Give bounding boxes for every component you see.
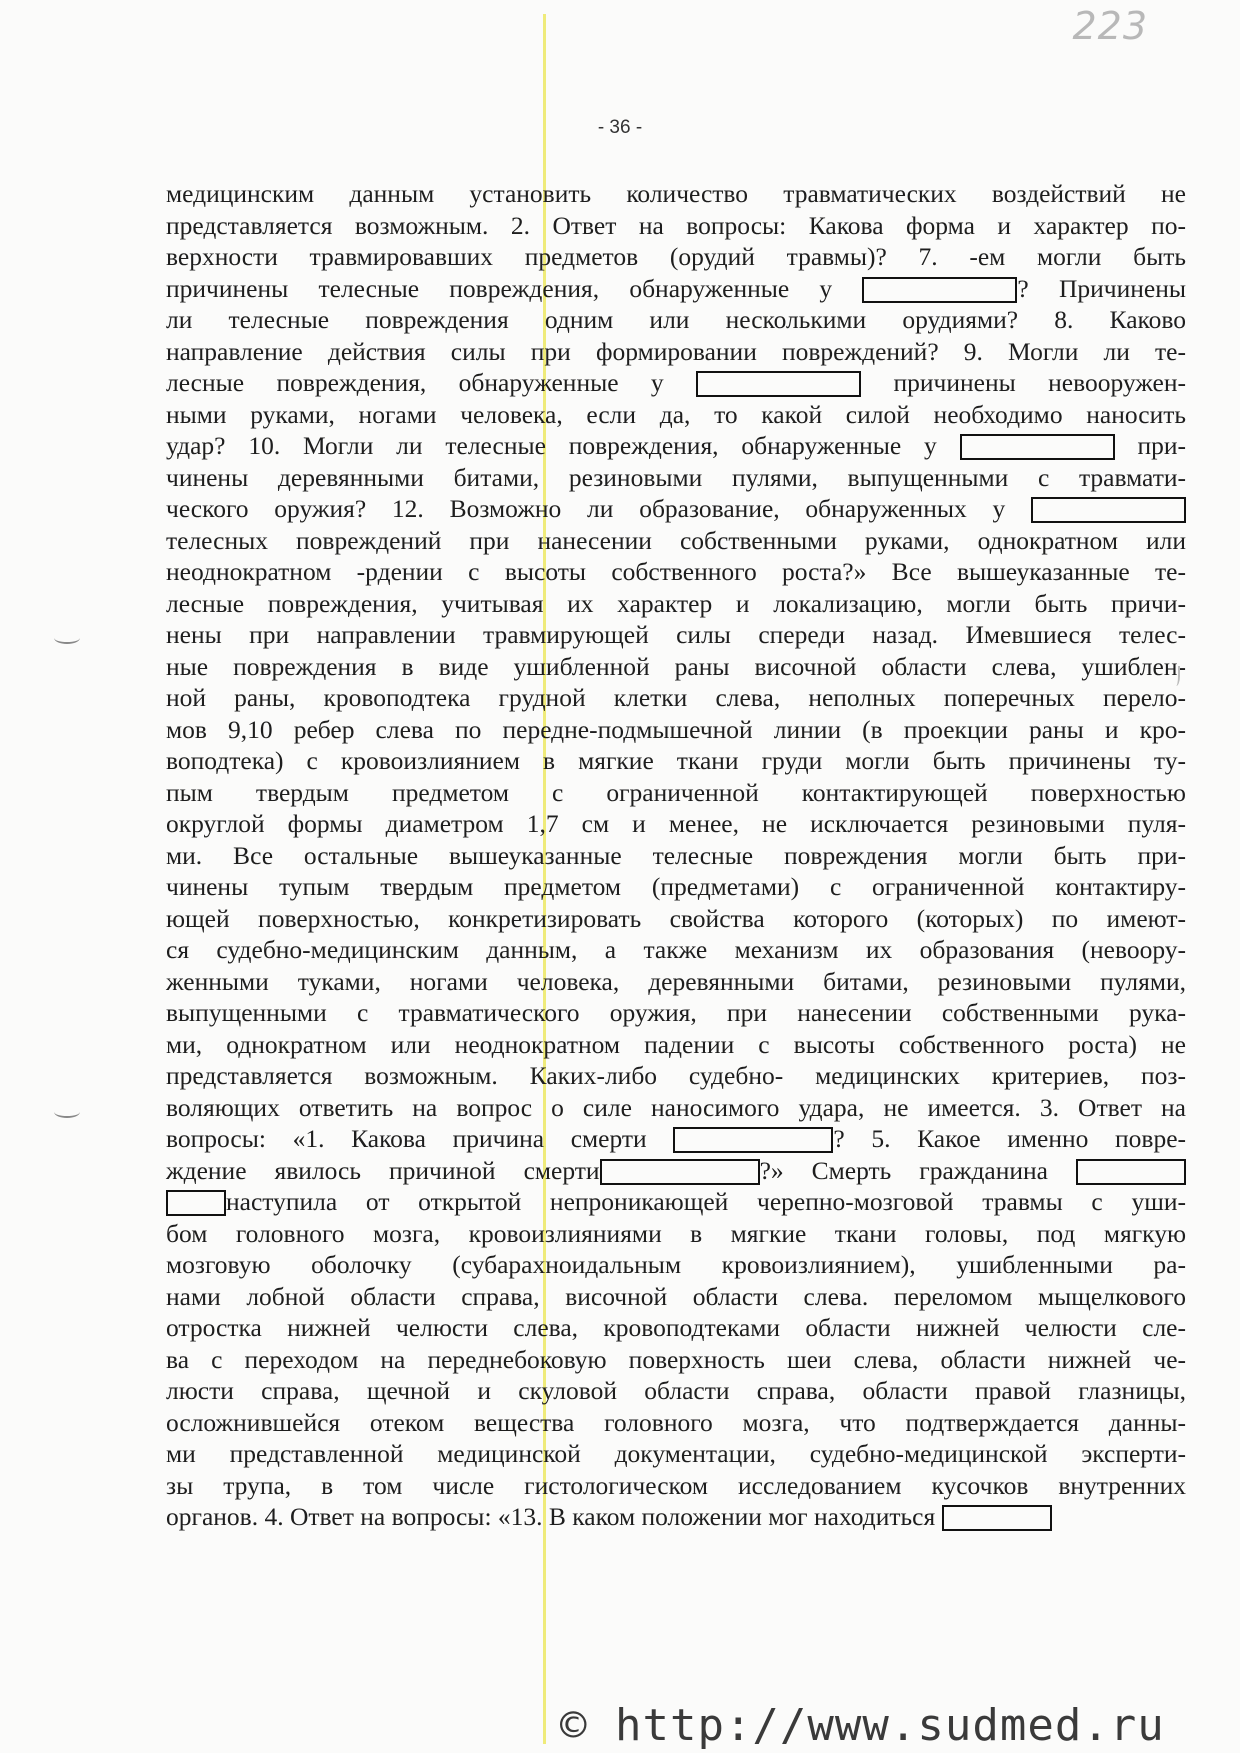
body-text	[166, 178, 1186, 1533]
text-line: воляющих ответить на вопрос о силе наносимого удара, не имеется. 3. Ответ на	[166, 1092, 1186, 1122]
page-number: - 36 -	[597, 117, 643, 138]
redaction-box	[960, 434, 1115, 460]
text-line: ли телесные повреждения одним или несколькими орудиями? 8. Каково	[166, 305, 1186, 334]
text-line: зы трупа, в том числе гистологическом исследованием кусочков внутренних	[166, 1470, 1186, 1500]
text-line: ми представленной медицинской документации, судебно-медицинской эксперти-	[166, 1439, 1186, 1468]
text-line: ной раны, кровоподтека грудной клетки слева, неполных поперечных перело-	[166, 683, 1186, 712]
text-line: лесные повреждения, учитывая их характер и локализацию, могли быть причи-	[166, 588, 1186, 618]
text-line: ющей поверхностью, конкретизировать свойства которого (которых) по имеют-	[166, 903, 1186, 933]
binding-hole-mark	[54, 632, 80, 644]
binding-hole-mark	[54, 1106, 80, 1118]
redaction-box	[166, 1190, 226, 1216]
text-line: наступила от открытой непроникающей черепно-мозговой травмы с уши-	[166, 1186, 1186, 1218]
scan-artifact	[1172, 666, 1180, 686]
handwritten-page-number: 223	[1072, 4, 1148, 48]
text-line: ми. Все остальные вышеуказанные телесные повреждения могли быть при-	[166, 840, 1186, 870]
text-line: медицинским данным установить количество травматических воздействий не	[166, 179, 1186, 208]
site-watermark: © http://www.sudmed.ru	[560, 1700, 1165, 1751]
text-line: женными туками, ногами человека, деревянными битами, резиновыми пулями,	[166, 966, 1186, 996]
text-line: ся судебно-медицинским данным, а также механизм их образования (невоору-	[166, 935, 1186, 964]
text-line: вопросы: «1. Какова причина смерти ? 5. Какое именно повре-	[166, 1124, 1187, 1153]
redaction-box	[942, 1505, 1052, 1531]
text-line: ми, однократном или неоднократном падении с высоты собственного роста) не	[166, 1029, 1186, 1059]
text-line: причинены телесные повреждения, обнаруженные у ? Причинены	[166, 273, 1186, 303]
text-line: воподтека) с кровоизлиянием в мягкие ткани груди могли быть причинены ту-	[166, 746, 1186, 775]
text-line: нами лобной области справа, височной области слева. переломом мыщелкового	[166, 1281, 1186, 1311]
text-line: неоднократном -рдении с высоты собственного роста?» Все вышеуказанные те-	[166, 557, 1186, 586]
text-line: верхности травмировавших предметов (орудий травмы)? 7. -ем могли быть	[166, 242, 1186, 271]
text-line: бом головного мозга, кровоизлияниями в мягкие ткани головы, под мягкую	[166, 1218, 1186, 1248]
text-line: мов 9,10 ребер слева по передне-подмышечной линии (в проекции раны и кро-	[166, 714, 1186, 744]
redaction-box	[1031, 497, 1186, 523]
text-line: ные повреждения в виде ушибленной раны височной области слева, ушиблен-	[166, 651, 1186, 681]
text-line: округлой формы диаметром 1,7 см и менее, не исключается резиновыми пуля-	[166, 809, 1186, 838]
text-line: телесных повреждений при нанесении собственными руками, однократном или	[166, 525, 1186, 555]
text-line: выпущенными с травматического оружия, при нанесении собственными рука-	[166, 998, 1186, 1027]
text-line: удар? 10. Могли ли телесные повреждения, обнаруженные у при-	[166, 431, 1187, 460]
text-line: лесные повреждения, обнаруженные у причинены невооружен-	[166, 368, 1187, 397]
text-line: чинены деревянными битами, резиновыми пулями, выпущенными с травмати-	[166, 462, 1186, 492]
redaction-box	[673, 1127, 833, 1153]
text-line: органов. 4. Ответ на вопросы: «13. В каком положении мог находиться	[166, 1501, 1186, 1533]
text-line: мозговую оболочку (субарахноидальным кровоизлиянием), ушибленными ра-	[166, 1250, 1186, 1279]
text-line: чинены тупым твердым предметом (предметами) с ограниченной контактиру-	[166, 872, 1186, 901]
redaction-box	[1076, 1159, 1186, 1185]
text-line: ва с переходом на переднебоковую поверхность шеи слева, области нижней че-	[166, 1344, 1186, 1374]
text-line: нены при направлении травмирующей силы спереди назад. Имевшиеся телес-	[166, 620, 1186, 649]
text-line: осложнившейся отеком вещества головного мозга, что подтверждается данны-	[166, 1407, 1186, 1437]
text-line: отростка нижней челюсти слева, кровоподтеками области нижней челюсти сле-	[166, 1313, 1186, 1342]
text-line: ческого оружия? 12. Возможно ли образование, обнаруженных у	[166, 493, 1186, 525]
text-line: направление действия силы при формировании повреждений? 9. Могли ли те-	[166, 336, 1186, 366]
redaction-box	[862, 277, 1017, 303]
text-line: представляется возможным. 2. Ответ на вопросы: Какова форма и характер по-	[166, 210, 1186, 240]
text-line: пым твердым предметом с ограниченной контактирующей поверхностью	[166, 777, 1186, 807]
redaction-box	[600, 1159, 760, 1185]
text-line: люсти справа, щечной и скуловой области справа, области правой глазницы,	[166, 1376, 1186, 1405]
text-line: ными руками, ногами человека, если да, то какой силой необходимо наносить	[166, 399, 1186, 429]
text-line: ждение явилось причиной смерти ?» Смерть гражданина	[166, 1155, 1186, 1187]
text-line: представляется возможным. Каких-либо судебно- медицинских критериев, поз-	[166, 1061, 1186, 1090]
redaction-box	[696, 371, 861, 397]
